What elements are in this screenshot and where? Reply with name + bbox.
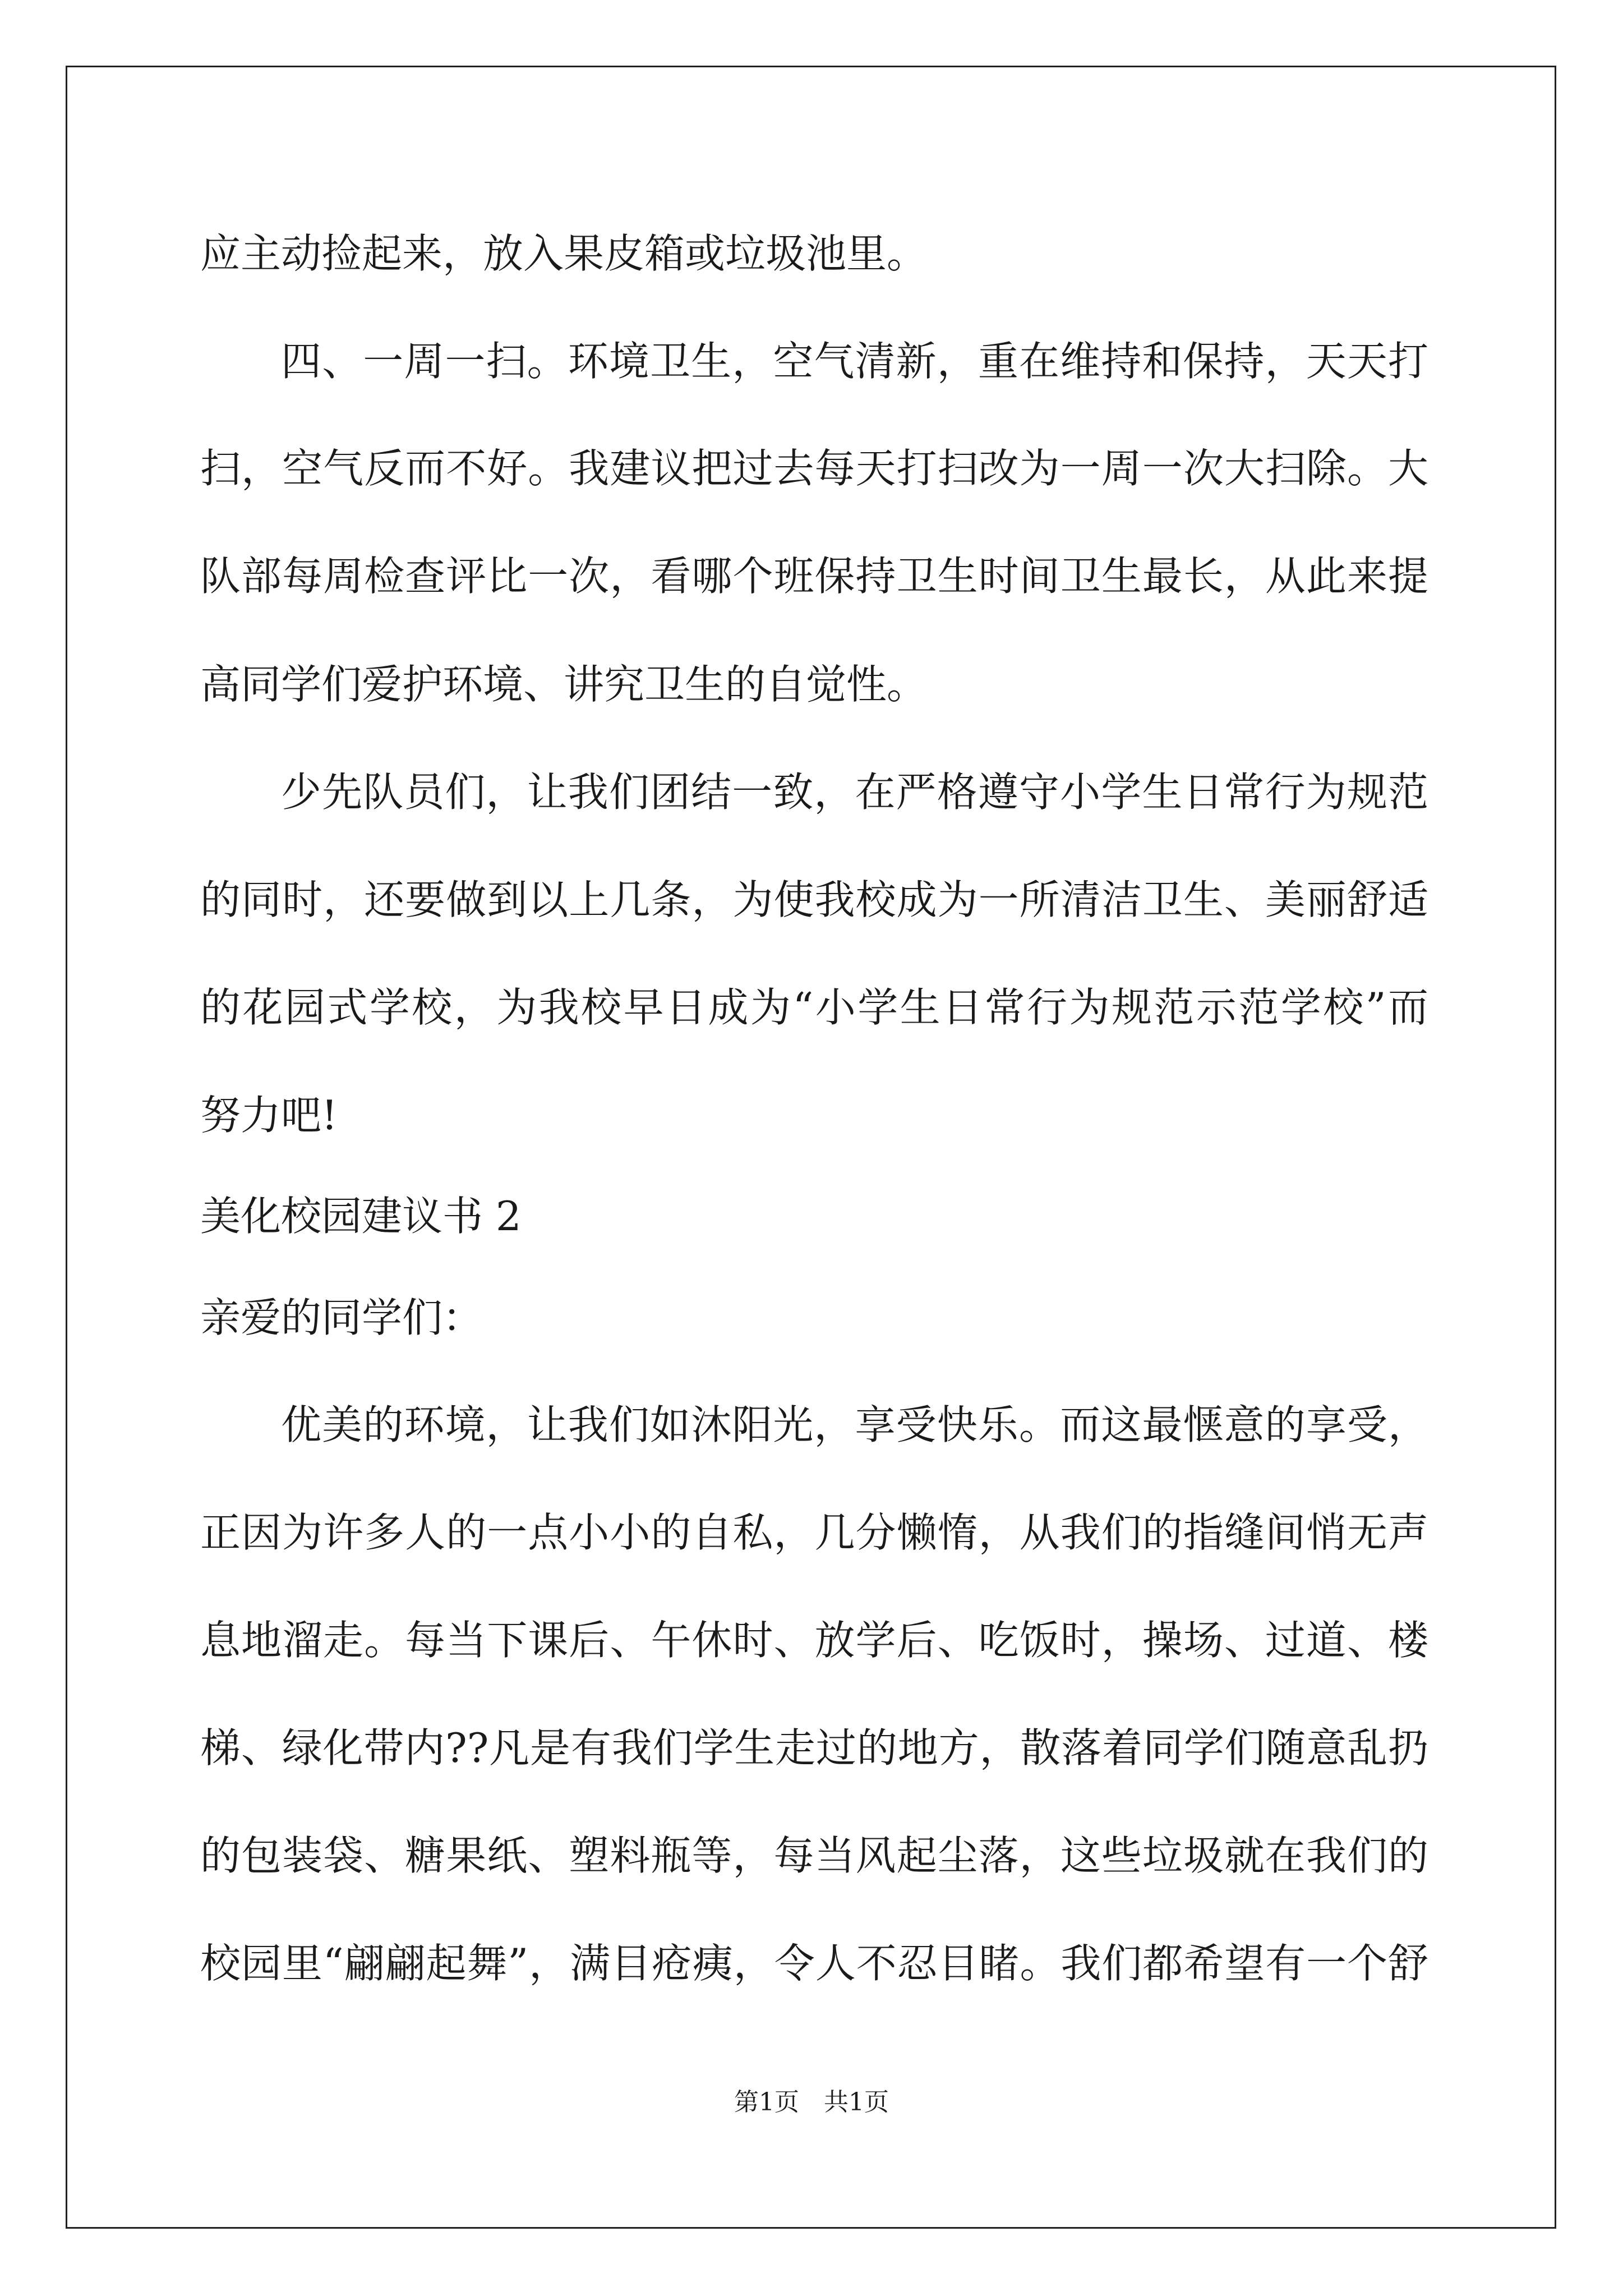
text-line: 校园里“翩翩起舞”，满目疮痍，令人不忍目睹。我们都希望有一个舒	[200, 1940, 1428, 1987]
text-line: 高同学们爱护环境、讲究卫生的自觉性。	[200, 661, 928, 708]
salutation: 亲爱的同学们：	[200, 1294, 483, 1341]
text-line: 少先队员们，让我们团结一致，在严格遵守小学生日常行为规范	[281, 769, 1428, 816]
text-line: 正因为许多人的一点小小的自私，几分懒惰，从我们的指缝间悄无声	[200, 1509, 1428, 1556]
text-line: 四、一周一扫。环境卫生，空气清新，重在维持和保持，天天打	[281, 338, 1428, 385]
text-line: 队部每周检查评比一次，看哪个班保持卫生时间卫生最长，从此来提	[200, 553, 1428, 600]
text-line: 的同时，还要做到以上几条，为使我校成为一所清洁卫生、美丽舒适	[200, 876, 1428, 923]
text-line: 优美的环境，让我们如沐阳光，享受快乐。而这最惬意的享受，	[281, 1401, 1428, 1448]
text-line: 息地溜走。每当下课后、午休时、放学后、吃饭时，操场、过道、楼	[200, 1617, 1428, 1664]
text-line: 的包装袋、糖果纸、塑料瓶等，每当风起尘落，这些垃圾就在我们的	[200, 1832, 1428, 1879]
page-footer: 第1页 共1页	[734, 2088, 889, 2116]
text-line: 应主动捡起来，放入果皮箱或垃圾池里。	[200, 230, 928, 277]
text-line: 梯、绿化带内??凡是有我们学生走过的地方，散落着同学们随意乱扔	[200, 1724, 1428, 1772]
text-line: 努力吧!	[200, 1092, 338, 1139]
section-title: 美化校园建议书 2	[200, 1193, 522, 1240]
text-line: 扫，空气反而不好。我建议把过去每天打扫改为一周一次大扫除。大	[200, 445, 1428, 492]
text-line: 的花园式学校，为我校早日成为“小学生日常行为规范示范学校”而	[200, 984, 1428, 1031]
